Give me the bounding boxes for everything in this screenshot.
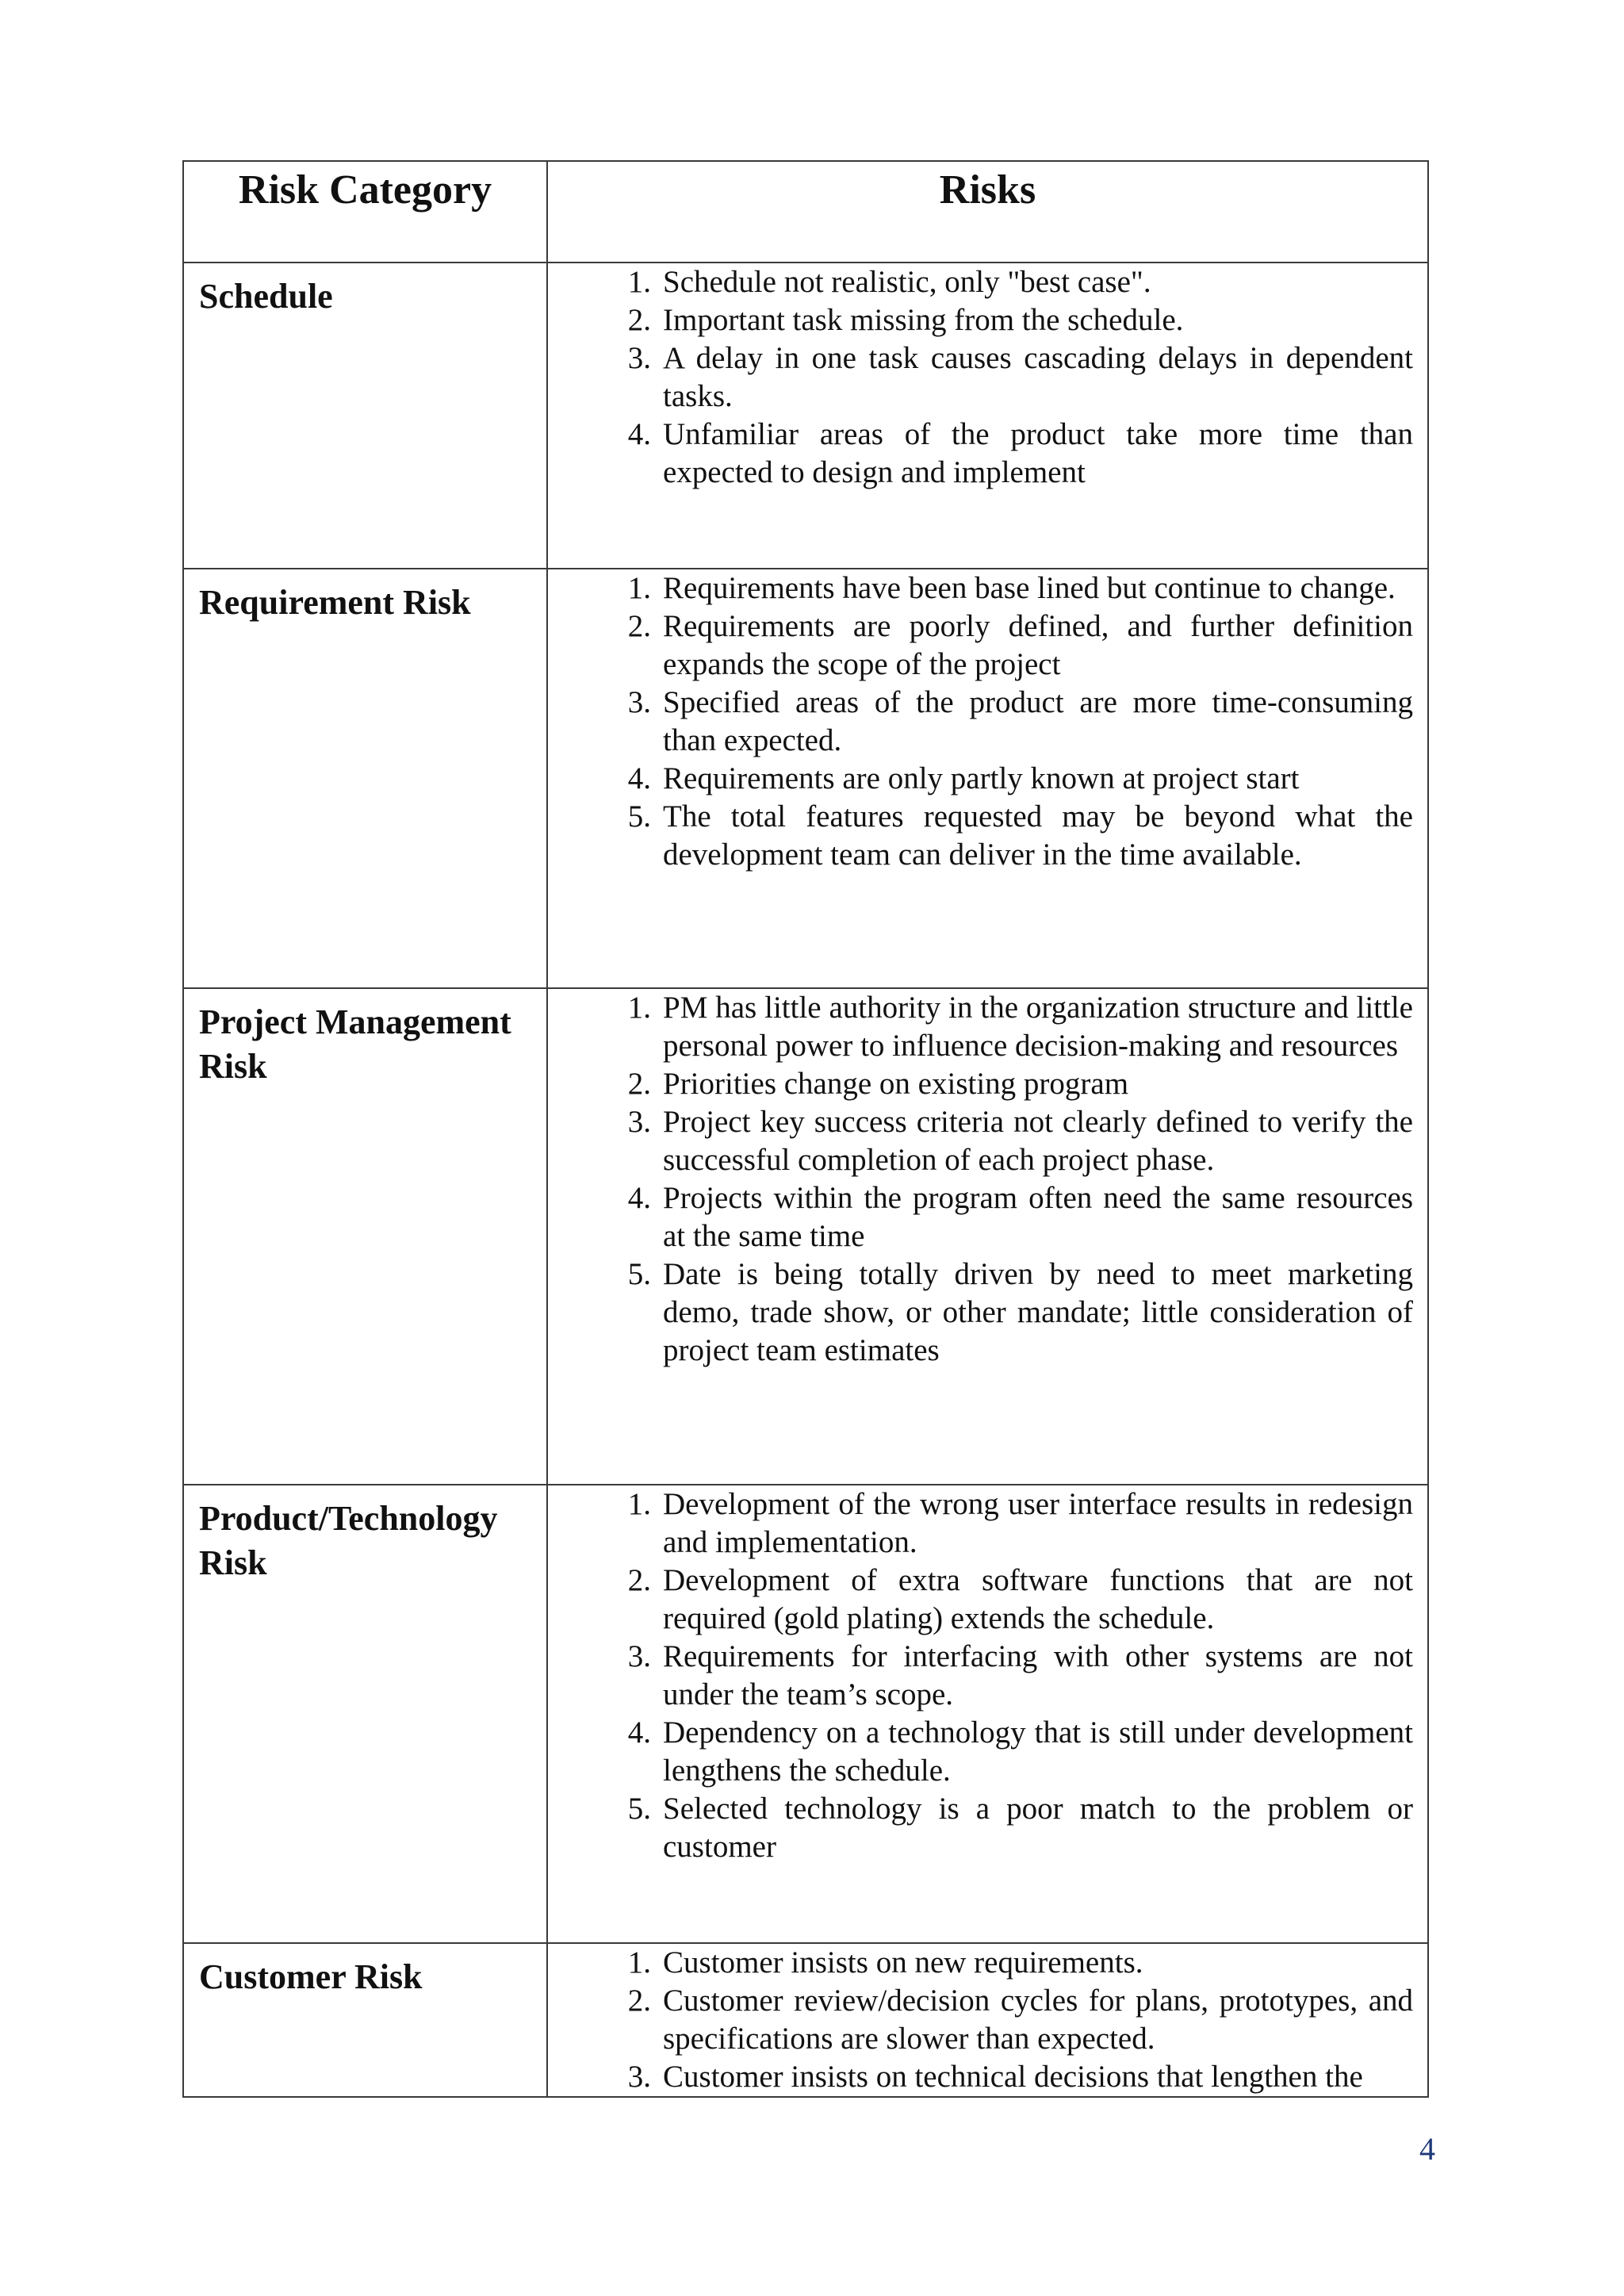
item-number: 1. <box>627 1945 651 1980</box>
item-number: 1. <box>627 571 651 605</box>
item-text: Projects within the program often need the same resources at the same time <box>663 1181 1413 1253</box>
list-item <box>548 1714 1413 1790</box>
item-text: Date is being totally driven by need to meet marketing demo, trade show, or other mandate; little consideration of project team estimates <box>663 1257 1413 1367</box>
risk-list <box>548 1944 1413 2096</box>
header-risk-category: Risk Category <box>183 161 547 263</box>
item-number: 5. <box>627 799 651 834</box>
item-number: 3. <box>627 2060 651 2094</box>
category-cell: Project Management Risk <box>183 988 547 1485</box>
list-item <box>548 1638 1413 1714</box>
page-number: 4 <box>1419 2131 1435 2167</box>
item-number: 3. <box>627 685 651 719</box>
category-cell: Schedule <box>183 263 547 569</box>
item-text: Requirements are poorly defined, and further definition expands the scope of the project <box>663 609 1413 681</box>
category-cell: Customer Risk <box>183 1943 547 2097</box>
list-item <box>548 608 1413 684</box>
item-number: 1. <box>627 1487 651 1521</box>
item-number: 4. <box>627 1715 651 1750</box>
item-number: 1. <box>627 991 651 1025</box>
item-text: Project key success criteria not clearly defined to verify the successful completion of each project phase. <box>663 1105 1413 1177</box>
list-item <box>548 1562 1413 1638</box>
risk-list <box>548 569 1413 874</box>
item-number: 4. <box>627 1181 651 1215</box>
risk-list <box>548 989 1413 1370</box>
risks-cell <box>547 569 1428 988</box>
item-number: 2. <box>627 1563 651 1597</box>
list-item <box>548 1485 1413 1562</box>
item-number: 3. <box>627 341 651 375</box>
item-number: 4. <box>627 417 651 451</box>
list-item <box>548 1982 1413 2058</box>
item-text: Dependency on a technology that is still under development lengthens the schedule. <box>663 1715 1413 1788</box>
risk-table <box>182 160 1429 2098</box>
risk-list <box>548 263 1413 492</box>
item-text: The total features requested may be beyond what the development team can deliver in the time available. <box>663 799 1413 872</box>
list-item <box>548 684 1413 760</box>
risk-list <box>548 1485 1413 1866</box>
list-item <box>548 2058 1413 2096</box>
table-row <box>183 263 1428 569</box>
risks-cell <box>547 1943 1428 2097</box>
item-number: 2. <box>627 609 651 643</box>
list-item <box>548 416 1413 492</box>
list-item <box>548 798 1413 874</box>
item-text: Specified areas of the product are more time-consuming than expected. <box>663 685 1413 757</box>
item-number: 2. <box>627 1984 651 2018</box>
item-text: Development of the wrong user interface results in redesign and implementation. <box>663 1487 1413 1559</box>
item-number: 5. <box>627 1792 651 1826</box>
item-number: 2. <box>627 1067 651 1101</box>
item-text: PM has little authority in the organization structure and little personal power to influence decision-making and resources <box>663 991 1413 1063</box>
item-text: Unfamiliar areas of the product take more time than expected to design and implement <box>663 417 1413 489</box>
item-text: Requirements for interfacing with other systems are not under the team’s scope. <box>663 1639 1413 1711</box>
risks-cell <box>547 988 1428 1485</box>
list-item <box>548 1065 1413 1103</box>
item-text: Selected technology is a poor match to the problem or customer <box>663 1792 1413 1864</box>
item-number: 3. <box>627 1105 651 1139</box>
table-row <box>183 988 1428 1485</box>
item-text: Customer insists on technical decisions that lengthen the <box>663 2060 1363 2094</box>
item-text: Requirements are only partly known at project start <box>663 761 1300 795</box>
item-number: 5. <box>627 1257 651 1291</box>
list-item <box>548 339 1413 416</box>
item-text: Priorities change on existing program <box>663 1067 1129 1101</box>
item-number: 2. <box>627 303 651 337</box>
list-item <box>548 301 1413 339</box>
list-item <box>548 760 1413 798</box>
item-text: Important task missing from the schedule. <box>663 303 1184 337</box>
list-item <box>548 1255 1413 1370</box>
category-cell: Requirement Risk <box>183 569 547 988</box>
risks-cell <box>547 1485 1428 1943</box>
risks-cell <box>547 263 1428 569</box>
list-item <box>548 1790 1413 1866</box>
list-item <box>548 569 1413 608</box>
header-risks: Risks <box>547 161 1428 263</box>
header-row <box>183 161 1428 263</box>
item-text: A delay in one task causes cascading delays in dependent tasks. <box>663 341 1413 413</box>
list-item <box>548 1944 1413 1982</box>
list-item <box>548 1179 1413 1255</box>
table-row <box>183 1485 1428 1943</box>
item-text: Schedule not realistic, only "best case". <box>663 265 1151 299</box>
item-number: 1. <box>627 265 651 299</box>
category-cell: Product/Technology Risk <box>183 1485 547 1943</box>
item-number: 3. <box>627 1639 651 1673</box>
item-text: Customer insists on new requirements. <box>663 1945 1143 1980</box>
list-item <box>548 989 1413 1065</box>
table-row <box>183 1943 1428 2097</box>
item-text: Customer review/decision cycles for plans, prototypes, and specifications are slower than expected. <box>663 1984 1413 2056</box>
table-row <box>183 569 1428 988</box>
list-item <box>548 1103 1413 1179</box>
list-item <box>548 263 1413 301</box>
item-text: Development of extra software functions that are not required (gold plating) extends the schedule. <box>663 1563 1413 1635</box>
item-text: Requirements have been base lined but continue to change. <box>663 571 1396 605</box>
item-number: 4. <box>627 761 651 795</box>
